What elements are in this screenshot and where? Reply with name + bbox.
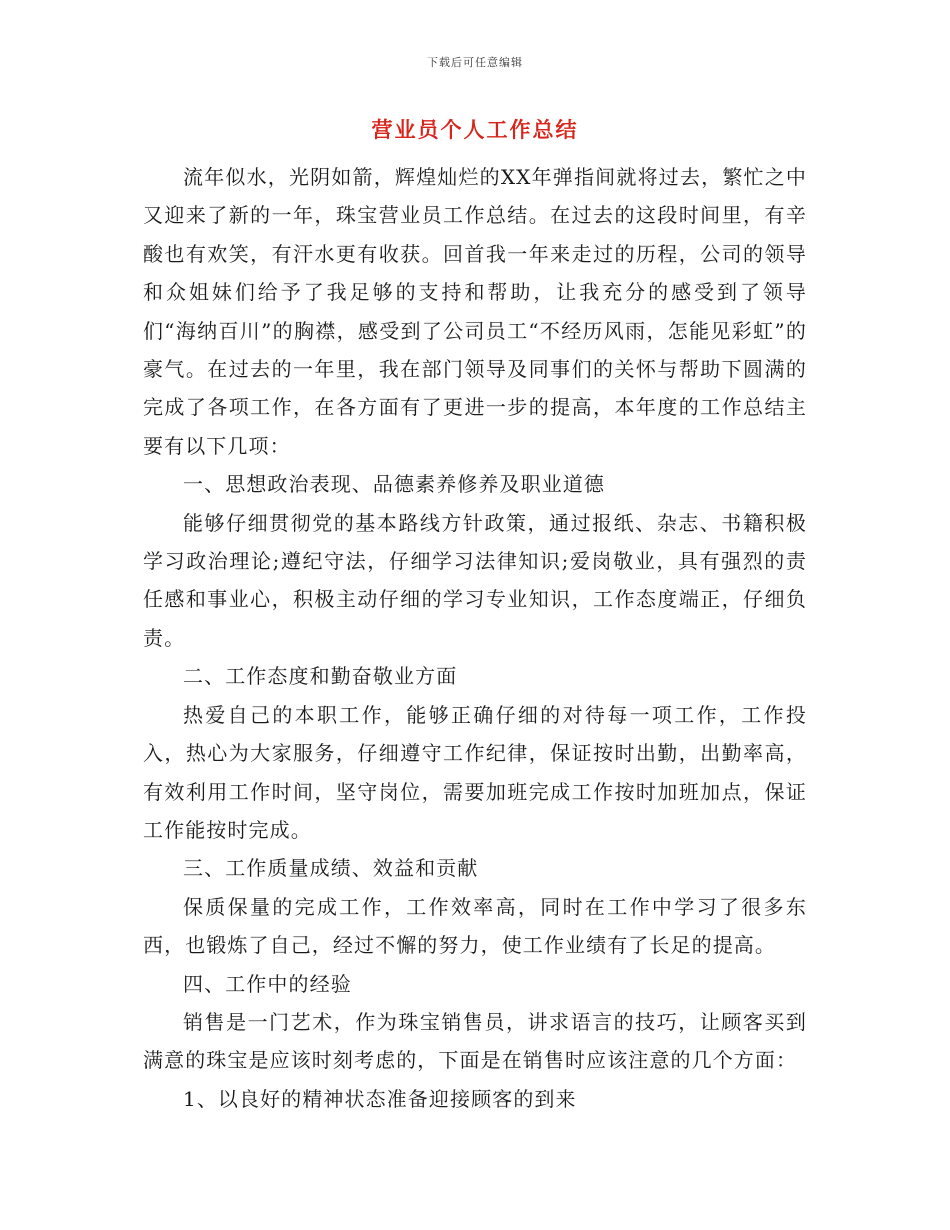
list-item-1: 1、以良好的精神状态准备迎接顾客的到来: [183, 1086, 577, 1111]
header-note: 下载后可任意编辑: [427, 56, 523, 69]
document-body: [143, 158, 807, 1118]
paragraph-section-2: 热爱自己的本职工作，能够正确仔细的对待每一项工作，工作投入，热心为大家服务，仔细遵守工作纪律，保证按时出勤，出勤率高，有效利用工作时间，坚守岗位，需要加班完成工作按时加班加点，保证工作能按时完成。: [143, 702, 807, 842]
section-heading-3: 三、工作质量成绩、效益和贡献: [183, 856, 479, 881]
paragraph-section-4: 销售是一门艺术，作为珠宝销售员，讲求语言的技巧，让顾客买到满意的珠宝是应该时刻考虑的，下面是在销售时应该注意的几个方面：: [143, 1009, 807, 1073]
section-heading-2: 二、工作态度和勤奋敬业方面: [183, 664, 458, 689]
paragraph-intro: 流年似水，光阴如箭，辉煌灿烂的XX年弹指间就将过去，繁忙之中又迎来了新的一年，珠宝营业员工作总结。在过去的这段时间里，有辛酸也有欢笑，有汗水更有收获。回首我一年来走过的历程，公司的领导和众姐妹们给予了我足够的支持和帮助，让我充分的感受到了领导们“海纳百川”的胸襟，感受到了公司员工“不经历风雨，怎能见彩虹”的豪气。在过去的一年里，我在部门领导及同事们的关怀与帮助下圆满的完成了各项工作，在各方面有了更进一步的提高，本年度的工作总结主要有以下几项：: [143, 165, 807, 458]
paragraph-section-1: 能够仔细贯彻党的基本路线方针政策，通过报纸、杂志、书籍积极学习政治理论;遵纪守法，仔细学习法律知识;爱岗敬业，具有强烈的责任感和事业心，积极主动仔细的学习专业知识，工作态度端正，仔细负责。: [143, 510, 807, 650]
document-title: 营业员个人工作总结: [371, 117, 579, 142]
section-heading-4: 四、工作中的经验: [183, 971, 352, 996]
section-heading-1: 一、思想政治表现、品德素养修养及职业道德: [183, 472, 605, 497]
paragraph-section-3: 保质保量的完成工作，工作效率高，同时在工作中学习了很多东西，也锻炼了自己，经过不懈的努力，使工作业绩有了长足的提高。: [143, 894, 807, 958]
